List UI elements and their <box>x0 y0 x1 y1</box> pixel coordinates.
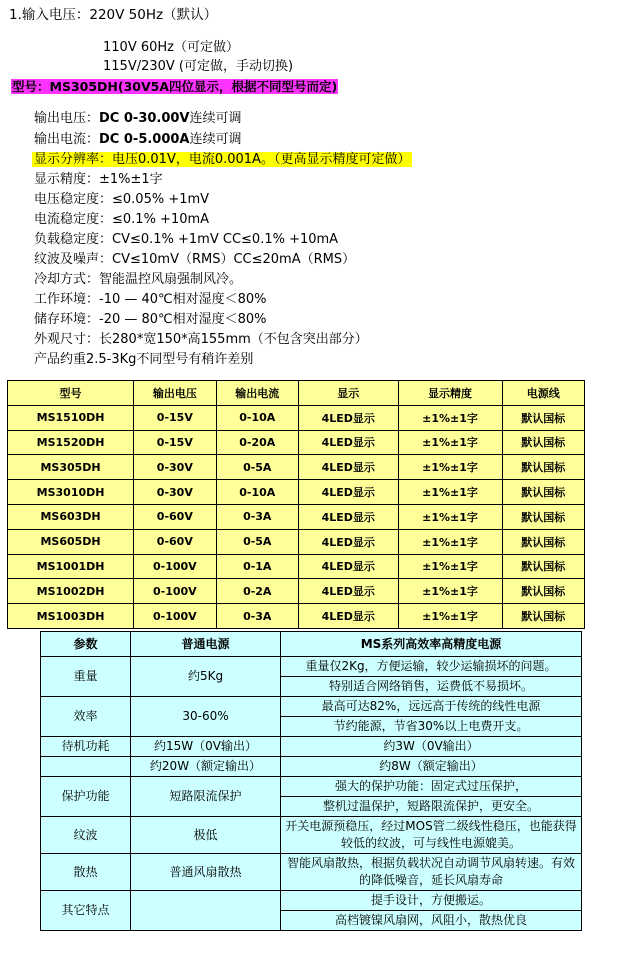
models-col-header: 显示精度 <box>398 381 502 406</box>
cooling-label: 散热 <box>41 854 131 891</box>
spec-storage-environment: 储存环境：-20 — 80℃相对湿度＜80% <box>34 312 267 327</box>
spec-resolution-wrap <box>32 151 412 169</box>
spec-suffix: 连续可调 <box>189 111 242 126</box>
table-cell: MS1510DH <box>8 405 134 430</box>
table-cell: 0-100V <box>134 604 216 629</box>
row-other <box>41 891 582 911</box>
standby-ms: 约3W（0V输出） <box>281 737 582 757</box>
table-cell: 4LED显示 <box>298 405 398 430</box>
spec-label: 输出电压： <box>34 111 100 126</box>
standby-label: 待机功耗 <box>41 737 131 757</box>
table-cell: ±1%±1字 <box>398 405 502 430</box>
spec-suffix: 连续可调 <box>189 132 242 147</box>
rated-ms: 约8W（额定输出） <box>281 757 582 777</box>
table-cell: ±1%±1字 <box>398 504 502 529</box>
spec-weight: 产品约重2.5-3Kg不同型号有稍许差别 <box>34 352 254 367</box>
table-cell: 4LED显示 <box>298 504 398 529</box>
row-ripple <box>41 817 582 854</box>
table-cell: ±1%±1字 <box>398 554 502 579</box>
table-row <box>8 480 585 505</box>
table-cell: 0-15V <box>134 430 216 455</box>
table-cell: 4LED显示 <box>298 480 398 505</box>
spec-voltage-regulation: 电压稳定度：≤0.05% +1mV <box>34 192 210 207</box>
table-cell: 4LED显示 <box>298 430 398 455</box>
table-cell: 0-10A <box>216 480 298 505</box>
table-cell: 4LED显示 <box>298 455 398 480</box>
table-cell: ±1%±1字 <box>398 480 502 505</box>
table-cell: 默认国标 <box>502 554 585 579</box>
table-cell: 0-10A <box>216 405 298 430</box>
ripple-ms: 开关电源预稳压，经过MOS管二级线性稳压，也能获得较低的纹波，可与线性电源媲美。 <box>281 817 582 854</box>
spec-dimensions: 外观尺寸：长280*宽150*高155mm（不包含突出部分） <box>34 332 368 347</box>
spec-resolution: 显示分辨率：电压0.01V，电流0.001A。（更高显示精度可定做） <box>34 152 411 167</box>
models-col-header: 型号 <box>8 381 134 406</box>
table-cell: 默认国标 <box>502 430 585 455</box>
header-ms-series: MS系列高效率高精度电源 <box>281 632 582 657</box>
models-col-header: 输出电压 <box>134 381 216 406</box>
input-voltage-115-230: 115V/230V (可定做，手动切换) <box>103 59 294 74</box>
spec-cooling: 冷却方式：智能温控风扇强制风冷。 <box>34 272 243 287</box>
cooling-normal: 普通风扇散热 <box>131 854 281 891</box>
models-col-header: 输出电流 <box>216 381 298 406</box>
table-row <box>8 504 585 529</box>
table-cell: 0-20A <box>216 430 298 455</box>
table-cell: 0-5A <box>216 529 298 554</box>
table-cell: MS1002DH <box>8 579 134 604</box>
row-weight <box>41 657 582 677</box>
models-table-body <box>8 405 585 628</box>
table-cell: MS1001DH <box>8 554 134 579</box>
models-col-header: 显示 <box>298 381 398 406</box>
table-cell: MS3010DH <box>8 480 134 505</box>
table-cell: 0-2A <box>216 579 298 604</box>
model-banner-wrap <box>11 78 338 96</box>
table-row <box>8 405 585 430</box>
other-ms-2: 高档镀镍风扇网，风阻小，散热优良 <box>281 911 582 931</box>
models-col-header: 电源线 <box>502 381 585 406</box>
efficiency-ms-1: 最高可达82%，远远高于传统的线性电源 <box>281 697 582 717</box>
weight-ms-2: 特别适合网络销售，运费低不易损坏。 <box>281 677 582 697</box>
models-table-header-row <box>8 381 585 406</box>
protection-ms-1: 强大的保护功能：固定式过压保护， <box>281 777 582 797</box>
table-cell: 默认国标 <box>502 504 585 529</box>
spec-work-environment: 工作环境：-10 — 40℃相对湿度＜80% <box>34 292 267 307</box>
table-cell: 0-30V <box>134 480 216 505</box>
spec-output-current <box>34 131 242 149</box>
table-row <box>8 604 585 629</box>
spec-output-voltage <box>34 110 242 128</box>
comparison-table <box>40 631 582 931</box>
row-rated-power <box>41 757 582 777</box>
table-row <box>8 579 585 604</box>
table-cell: 默认国标 <box>502 579 585 604</box>
table-cell: ±1%±1字 <box>398 579 502 604</box>
table-cell: 默认国标 <box>502 480 585 505</box>
table-cell: 0-3A <box>216 504 298 529</box>
protection-label: 保护功能 <box>41 777 131 817</box>
spec-value: DC 0-5.000A <box>99 132 190 147</box>
model-banner: 型号：MS305DH(30V5A四位显示，根据不同型号而定) <box>12 79 338 94</box>
other-ms-1: 提手设计，方便搬运。 <box>281 891 582 911</box>
ripple-normal: 极低 <box>131 817 281 854</box>
other-normal-empty <box>131 891 281 931</box>
standby-normal: 约15W（0V输出） <box>131 737 281 757</box>
weight-ms-1: 重量仅2Kg，方便运输，较少运输损坏的问题。 <box>281 657 582 677</box>
row-protection <box>41 777 582 797</box>
weight-label: 重量 <box>41 657 131 697</box>
table-cell: ±1%±1字 <box>398 604 502 629</box>
row-cooling <box>41 854 582 891</box>
table-cell: MS603DH <box>8 504 134 529</box>
table-cell: 4LED显示 <box>298 604 398 629</box>
spec-accuracy: 显示精度：±1%±1字 <box>34 172 163 187</box>
protection-ms-2: 整机过温保护，短路限流保护，更安全。 <box>281 797 582 817</box>
table-cell: 0-3A <box>216 604 298 629</box>
cooling-ms: 智能风扇散热，根据负载状况自动调节风扇转速。有效的降低噪音，延长风扇寿命 <box>281 854 582 891</box>
table-cell: MS305DH <box>8 455 134 480</box>
table-cell: 默认国标 <box>502 604 585 629</box>
table-row <box>8 430 585 455</box>
spec-value: DC 0-30.00V <box>99 111 190 126</box>
table-cell: 0-15V <box>134 405 216 430</box>
table-row <box>8 554 585 579</box>
table-cell: 0-1A <box>216 554 298 579</box>
table-row <box>8 529 585 554</box>
spec-current-regulation: 电流稳定度：≤0.1% +10mA <box>34 212 210 227</box>
table-cell: 默认国标 <box>502 405 585 430</box>
table-cell: ±1%±1字 <box>398 455 502 480</box>
table-cell: 4LED显示 <box>298 579 398 604</box>
header-normal-supply: 普通电源 <box>131 632 281 657</box>
rated-label-empty <box>41 757 131 777</box>
input-voltage-line: 1.输入电压：220V 50Hz（默认） <box>9 7 218 23</box>
table-cell: 0-5A <box>216 455 298 480</box>
rated-normal: 约20W（额定输出） <box>131 757 281 777</box>
other-label: 其它特点 <box>41 891 131 931</box>
spec-label: 输出电流： <box>34 132 100 147</box>
table-cell: 4LED显示 <box>298 554 398 579</box>
table-cell: MS1520DH <box>8 430 134 455</box>
input-voltage-110: 110V 60Hz（可定做） <box>103 40 239 55</box>
spec-load-regulation: 负载稳定度：CV≤0.1% +1mV CC≤0.1% +10mA <box>34 232 339 247</box>
table-cell: 0-30V <box>134 455 216 480</box>
efficiency-label: 效率 <box>41 697 131 737</box>
table-cell: MS605DH <box>8 529 134 554</box>
comparison-header-row <box>41 632 582 657</box>
table-row <box>8 455 585 480</box>
weight-normal: 约5Kg <box>131 657 281 697</box>
protection-normal: 短路限流保护 <box>131 777 281 817</box>
efficiency-ms-2: 节约能源，节省30%以上电费开支。 <box>281 717 582 737</box>
row-standby <box>41 737 582 757</box>
spec-ripple-noise: 纹波及噪声：CV≤10mV（RMS）CC≤20mA（RMS） <box>34 252 356 267</box>
table-cell: 0-60V <box>134 504 216 529</box>
table-cell: MS1003DH <box>8 604 134 629</box>
ripple-label: 纹波 <box>41 817 131 854</box>
table-cell: ±1%±1字 <box>398 529 502 554</box>
table-cell: 4LED显示 <box>298 529 398 554</box>
table-cell: 默认国标 <box>502 529 585 554</box>
efficiency-normal: 30-60% <box>131 697 281 737</box>
header-param: 参数 <box>41 632 131 657</box>
table-cell: ±1%±1字 <box>398 430 502 455</box>
row-efficiency <box>41 697 582 717</box>
table-cell: 0-100V <box>134 554 216 579</box>
table-cell: 默认国标 <box>502 455 585 480</box>
models-table <box>7 380 585 629</box>
table-cell: 0-60V <box>134 529 216 554</box>
table-cell: 0-100V <box>134 579 216 604</box>
